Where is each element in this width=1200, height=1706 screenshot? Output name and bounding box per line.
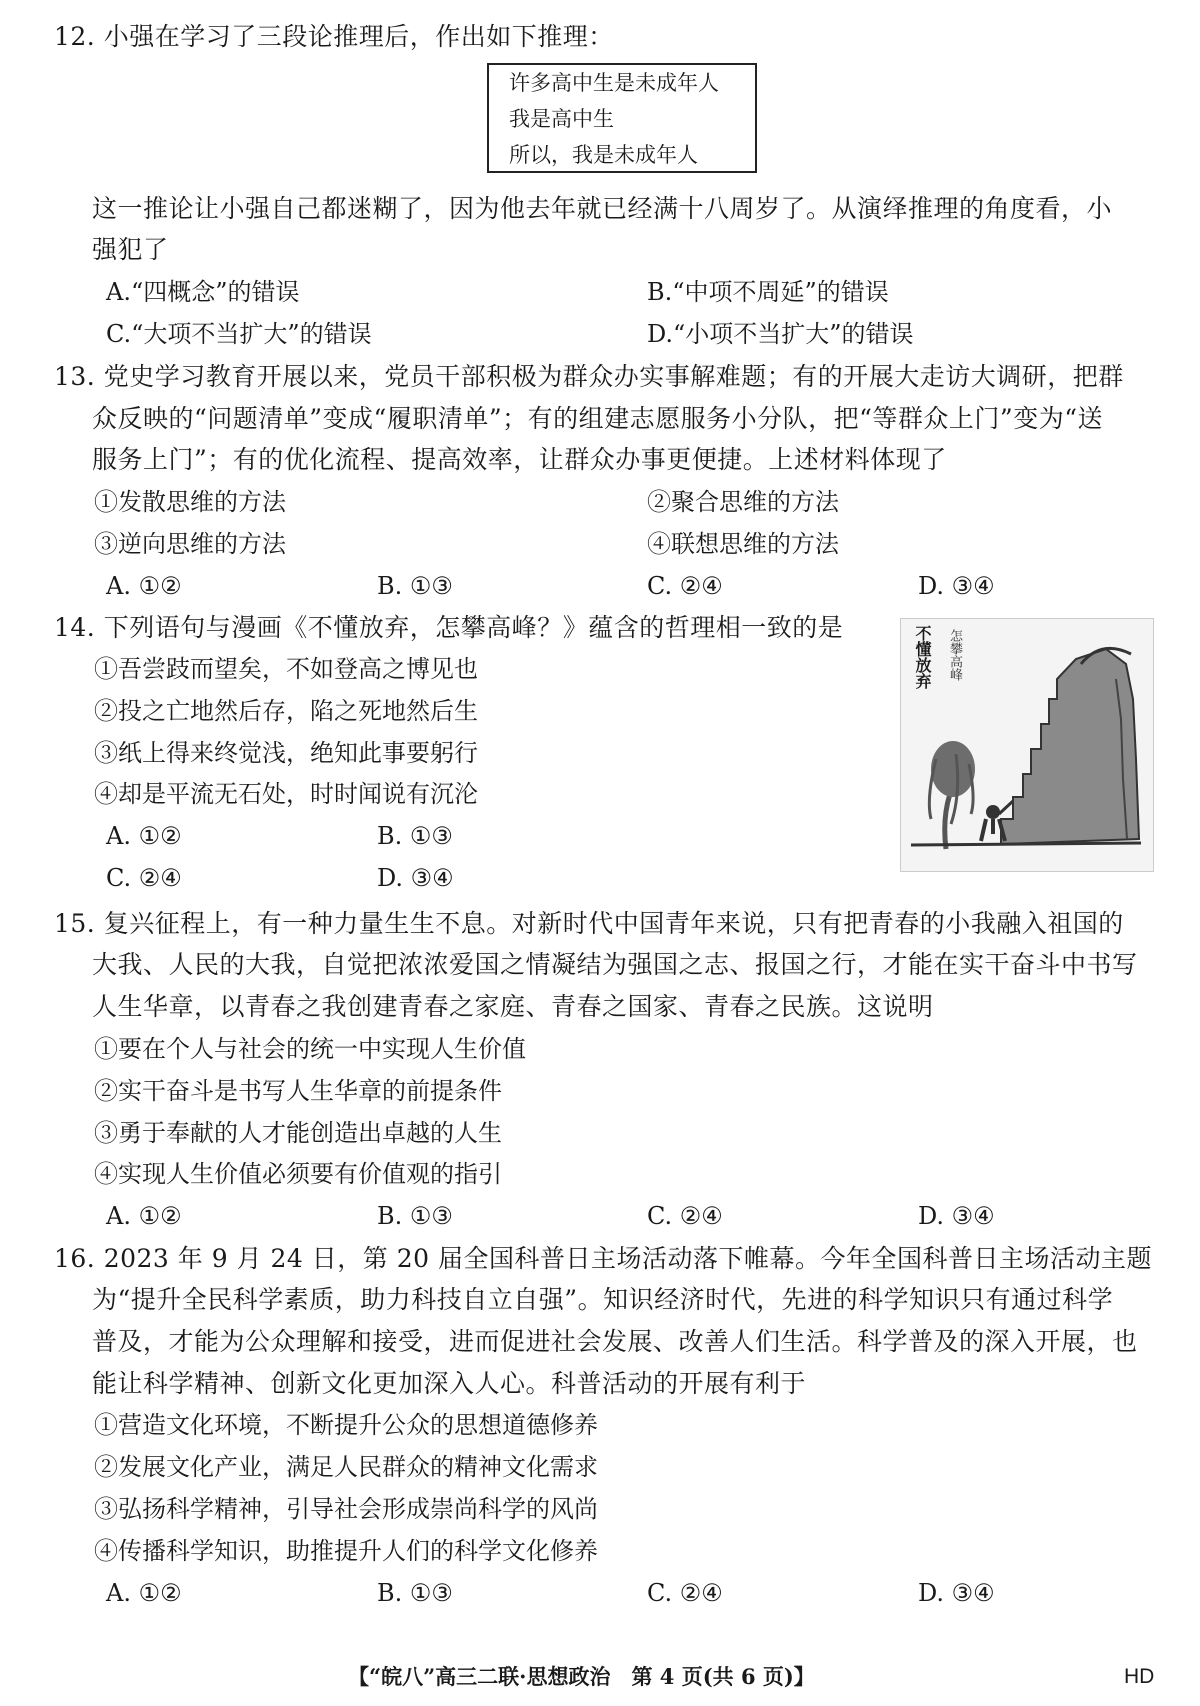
footer-code: HD — [1124, 1665, 1155, 1688]
q12-option-b[interactable]: B.“中项不周延”的错误 — [647, 278, 889, 306]
q14-option-c[interactable]: C. ②④ — [106, 864, 182, 892]
painting-inscription: 怎攀高峰 — [947, 629, 962, 681]
q12-stem-cont: 强犯了 — [92, 235, 169, 264]
q13-stem-cont: 众反映的“问题清单”变成“履职清单”；有的组建志愿服务小分队，把“等群众上门”变为“送 — [92, 404, 1103, 433]
syllogism-box — [487, 63, 757, 173]
q16-option-c[interactable]: C. ②④ — [647, 1579, 723, 1607]
q14-item-1: ①吾尝跂而望矣，不如登高之博见也 — [94, 655, 478, 683]
q16-item-1: ①营造文化环境，不断提升公众的思想道德修养 — [94, 1411, 598, 1439]
q16-stem-cont: 为“提升全民科学素质，助力科技自立自强”。知识经济时代，先进的科学知识只有通过科学 — [92, 1285, 1114, 1314]
q13-stem: 13. 党史学习教育开展以来，党员干部积极为群众办实事解难题；有的开展大走访大调研，把群 — [54, 362, 1124, 391]
page-footer: 【“皖八”高三二联·思想政治 第 4 页(共 6 页)】 — [348, 1664, 815, 1689]
q13-stem-cont: 服务上门”；有的优化流程、提高效率，让群众办事更便捷。上述材料体现了 — [92, 445, 947, 474]
q16-stem-cont: 普及，才能为公众理解和接受，进而促进社会发展、改善人们生活。科学普及的深入开展，也 — [92, 1327, 1138, 1356]
q13-option-d[interactable]: D. ③④ — [918, 572, 995, 600]
q15-option-c[interactable]: C. ②④ — [647, 1202, 723, 1230]
q13-item-4: ④联想思维的方法 — [647, 530, 839, 558]
q16-item-4: ④传播科学知识，助推提升人们的科学文化修养 — [94, 1537, 598, 1565]
q15-item-3: ③勇于奉献的人才能创造出卓越的人生 — [94, 1119, 502, 1147]
q12-stem-cont: 这一推论让小强自己都迷糊了，因为他去年就已经满十八周岁了。从演绎推理的角度看，小 — [92, 194, 1113, 223]
q12-option-a[interactable]: A.“四概念”的错误 — [106, 278, 300, 306]
cartoon-painting — [900, 618, 1154, 872]
q13-option-b[interactable]: B. ①③ — [377, 572, 453, 600]
syllogism-major: 许多高中生是未成年人 — [509, 71, 719, 95]
q14-item-2: ②投之亡地然后存，陷之死地然后生 — [94, 697, 478, 725]
syllogism-conclusion: 所以，我是未成年人 — [509, 143, 698, 167]
q13-option-a[interactable]: A. ①② — [106, 572, 182, 600]
q13-item-2: ②聚合思维的方法 — [647, 488, 839, 516]
q15-option-b[interactable]: B. ①③ — [377, 1202, 453, 1230]
q15-item-4: ④实现人生价值必须要有价值观的指引 — [94, 1160, 502, 1188]
q15-stem-cont: 大我、人民的大我，自觉把浓浓爱国之情凝结为强国之志、报国之行，才能在实干奋斗中书写 — [92, 950, 1138, 979]
q16-item-3: ③弘扬科学精神，引导社会形成崇尚科学的风尚 — [94, 1495, 598, 1523]
q16-option-b[interactable]: B. ①③ — [377, 1579, 453, 1607]
syllogism-minor: 我是高中生 — [509, 107, 614, 131]
q12-option-d[interactable]: D.“小项不当扩大”的错误 — [647, 320, 914, 348]
q14-option-b[interactable]: B. ①③ — [377, 822, 453, 850]
q16-stem: 16. 2023 年 9 月 24 日，第 20 届全国科普日主场活动落下帷幕。今年全国科普日主场活动主题 — [54, 1244, 1152, 1273]
q15-stem: 15. 复兴征程上，有一种力量生生不息。对新时代中国青年来说，只有把青春的小我融入祖国的 — [54, 909, 1124, 938]
q12-stem: 12. 小强在学习了三段论推理后，作出如下推理： — [54, 22, 614, 51]
q13-option-c[interactable]: C. ②④ — [647, 572, 723, 600]
q16-stem-cont: 能让科学精神、创新文化更加深入人心。科普活动的开展有利于 — [92, 1369, 807, 1398]
q12-option-c[interactable]: C.“大项不当扩大”的错误 — [106, 320, 372, 348]
q16-option-a[interactable]: A. ①② — [106, 1579, 182, 1607]
q14-item-3: ③纸上得来终觉浅，绝知此事要躬行 — [94, 739, 478, 767]
q16-item-2: ②发展文化产业，满足人民群众的精神文化需求 — [94, 1453, 598, 1481]
q15-stem-cont: 人生华章，以青春之我创建青春之家庭、青春之国家、青春之民族。这说明 — [92, 992, 934, 1021]
q14-option-a[interactable]: A. ①② — [106, 822, 182, 850]
q14-stem: 14. 下列语句与漫画《不懂放弃，怎攀高峰？》蕴含的哲理相一致的是 — [54, 613, 844, 642]
q15-option-d[interactable]: D. ③④ — [918, 1202, 995, 1230]
q14-item-4: ④却是平流无石处，时时闻说有沉沦 — [94, 780, 478, 808]
q15-option-a[interactable]: A. ①② — [106, 1202, 182, 1230]
q16-option-d[interactable]: D. ③④ — [918, 1579, 995, 1607]
q14-option-d[interactable]: D. ③④ — [377, 864, 454, 892]
q13-item-1: ①发散思维的方法 — [94, 488, 286, 516]
painting-title: 不懂放弃 — [913, 625, 932, 689]
q15-item-2: ②实干奋斗是书写人生华章的前提条件 — [94, 1077, 502, 1105]
q15-item-1: ①要在个人与社会的统一中实现人生价值 — [94, 1035, 526, 1063]
q13-item-3: ③逆向思维的方法 — [94, 530, 286, 558]
